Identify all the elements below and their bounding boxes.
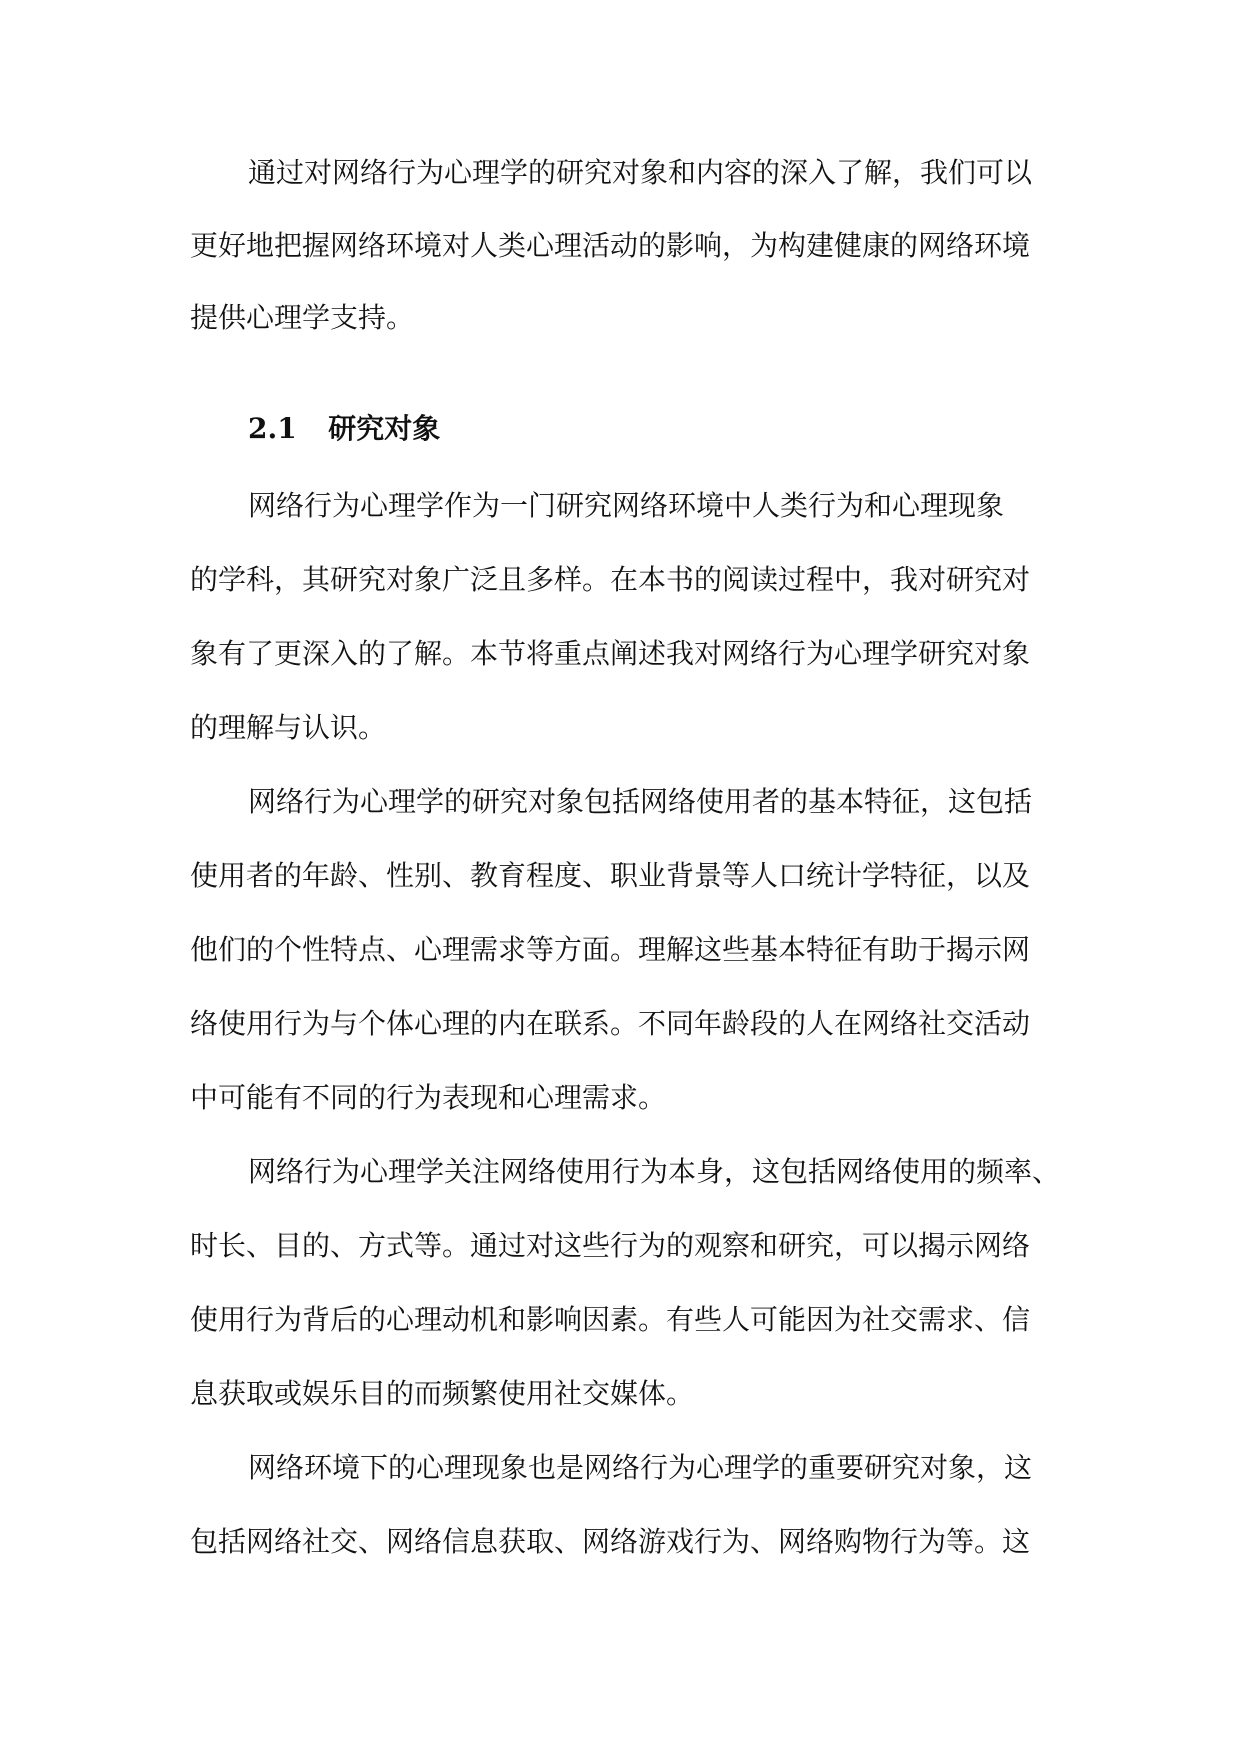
- section-title: 研究对象: [328, 412, 441, 445]
- paragraph-4-line-4: 息获取或娱乐目的而频繁使用社交媒体。: [190, 1377, 695, 1410]
- paragraph-4-line-3: 使用行为背后的心理动机和影响因素。有些人可能因为社交需求、信: [190, 1303, 1031, 1336]
- paragraph-2-line-1: 网络行为心理学作为一门研究网络环境中人类行为和心理现象: [248, 489, 1005, 522]
- section-number: 2.1: [248, 412, 297, 445]
- paragraph-1-line-3: 提供心理学支持。: [190, 301, 415, 334]
- paragraph-4-line-1: 网络行为心理学关注网络使用行为本身，这包括网络使用的频率、: [248, 1155, 1061, 1188]
- paragraph-2-line-2: 的学科，其研究对象广泛且多样。在本书的阅读过程中，我对研究对: [190, 563, 1031, 596]
- paragraph-2-line-4: 的理解与认识。: [190, 711, 387, 744]
- paragraph-3-line-3: 他们的个性特点、心理需求等方面。理解这些基本特征有助于揭示网: [190, 933, 1031, 966]
- paragraph-2-line-3: 象有了更深入的了解。本节将重点阐述我对网络行为心理学研究对象: [190, 637, 1031, 670]
- paragraph-4-line-2: 时长、目的、方式等。通过对这些行为的观察和研究，可以揭示网络: [190, 1229, 1031, 1262]
- paragraph-3-line-1: 网络行为心理学的研究对象包括网络使用者的基本特征，这包括: [248, 785, 1033, 818]
- paragraph-3-line-4: 络使用行为与个体心理的内在联系。不同年龄段的人在网络社交活动: [190, 1007, 1031, 1040]
- paragraph-5-line-2: 包括网络社交、网络信息获取、网络游戏行为、网络购物行为等。这: [190, 1525, 1031, 1558]
- paragraph-1-line-1: 通过对网络行为心理学的研究对象和内容的深入了解，我们可以: [248, 156, 1033, 189]
- section-heading: [248, 411, 440, 447]
- paragraph-3-line-5: 中可能有不同的行为表现和心理需求。: [190, 1081, 667, 1114]
- paragraph-5-line-1: 网络环境下的心理现象也是网络行为心理学的重要研究对象，这: [248, 1451, 1033, 1484]
- paragraph-1-line-2: 更好地把握网络环境对人类心理活动的影响，为构建健康的网络环境: [190, 229, 1031, 262]
- paragraph-3-line-2: 使用者的年龄、性别、教育程度、职业背景等人口统计学特征，以及: [190, 859, 1031, 892]
